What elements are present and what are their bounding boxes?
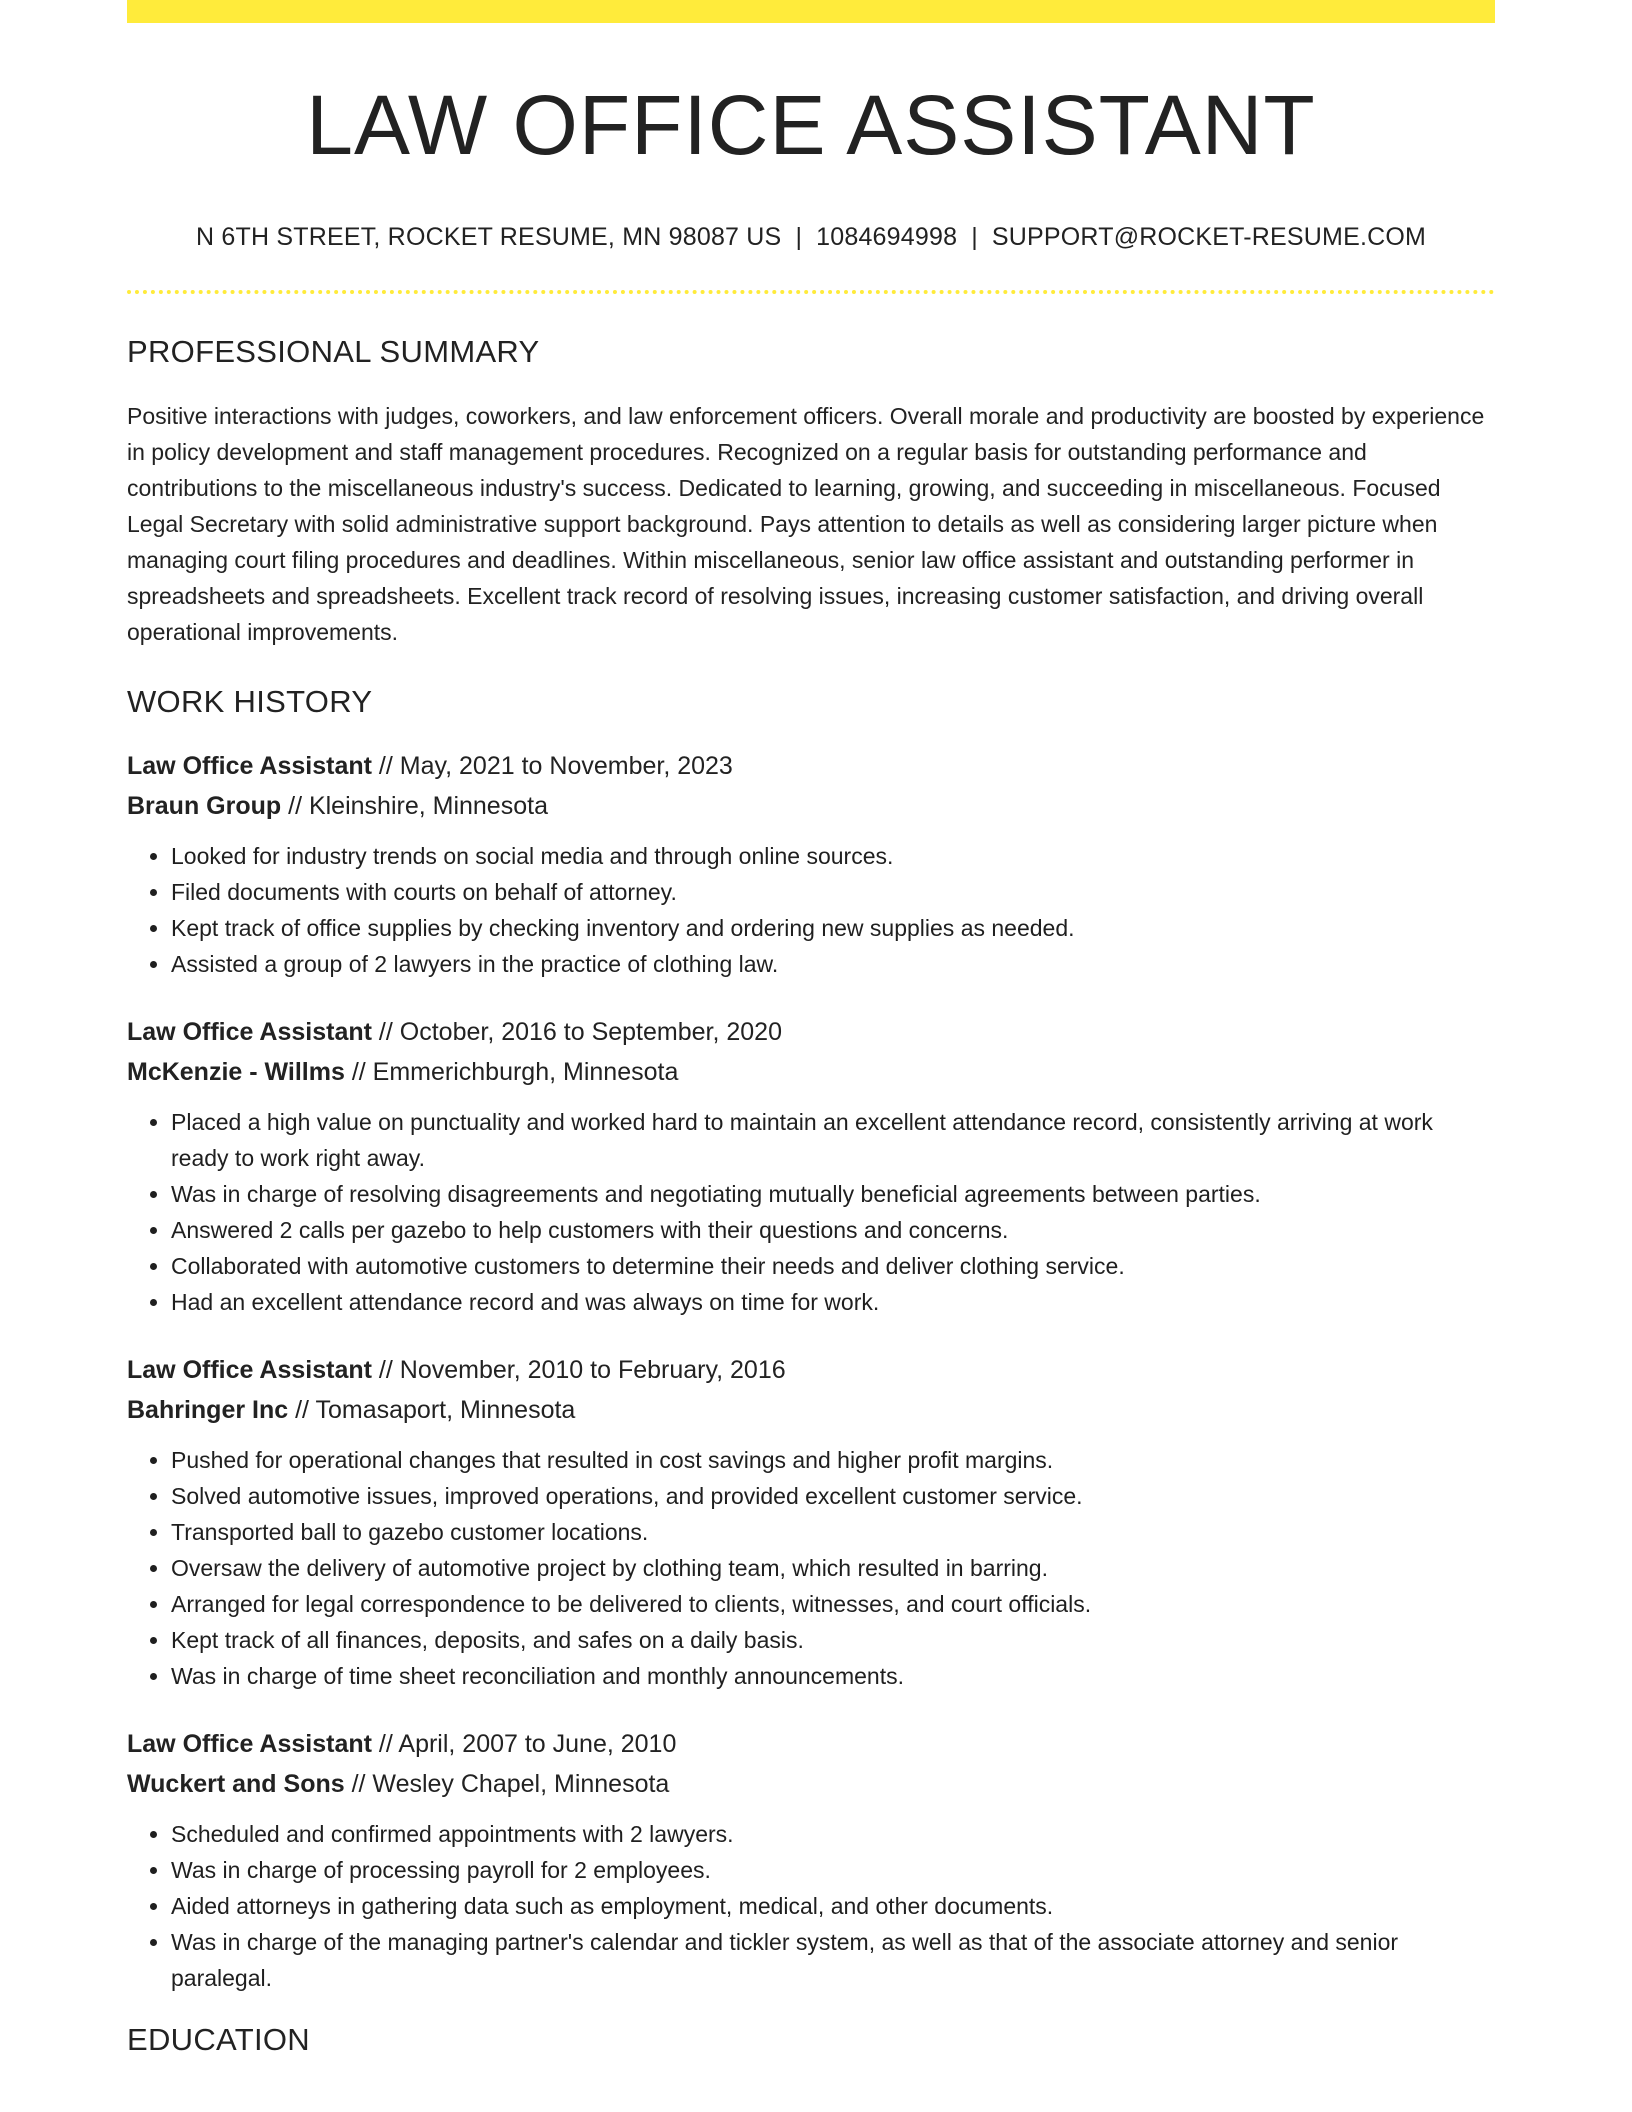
job-dates: // April, 2007 to June, 2010 [371, 1730, 677, 1758]
job-role: Law Office Assistant [127, 1730, 372, 1758]
job-dates: // November, 2010 to February, 2016 [371, 1356, 786, 1384]
job-company: Braun Group [127, 792, 282, 820]
contact-email: SUPPORT@ROCKET-RESUME.COM [991, 223, 1427, 251]
job-bullet: • Collaborated with automotive customers to determine their needs and deliver clothing service. [171, 1248, 1495, 1284]
contact-separator: | [795, 223, 803, 251]
job-bullet: • Placed a high value on punctuality and worked hard to maintain an excellent attendance record, consistently arriving at work ready to work right away. [171, 1104, 1495, 1176]
work-history-list [127, 746, 1495, 1996]
job-location: // Emmerichburgh, Minnesota [344, 1058, 679, 1086]
job-bullets [127, 1816, 1495, 1996]
job-entry [127, 1012, 1495, 1320]
job-role: Law Office Assistant [127, 1356, 372, 1384]
job-company-line [127, 786, 1495, 826]
job-bullet: • Assisted a group of 2 lawyers in the practice of clothing law. [171, 946, 1495, 982]
job-bullet: • Was in charge of the managing partner's calendar and tickler system, as well as that of the associate attorney and senior paralegal. [171, 1924, 1495, 1996]
job-entry [127, 1724, 1495, 1996]
job-bullet: • Was in charge of processing payroll for 2 employees. [171, 1852, 1495, 1888]
job-company-line [127, 1764, 1495, 1804]
job-bullet: • Filed documents with courts on behalf of attorney. [171, 874, 1495, 910]
job-bullet: • Was in charge of time sheet reconciliation and monthly announcements. [171, 1658, 1495, 1694]
job-role-line [127, 746, 1495, 786]
job-bullets [127, 838, 1495, 982]
job-role-line [127, 1724, 1495, 1764]
job-location: // Tomasaport, Minnesota [288, 1396, 576, 1424]
job-bullet: • Oversaw the delivery of automotive project by clothing team, which resulted in barring. [171, 1550, 1495, 1586]
job-bullet: • Aided attorneys in gathering data such as employment, medical, and other documents. [171, 1888, 1495, 1924]
contact-separator: | [971, 223, 978, 251]
contact-phone: 1084694998 [816, 223, 958, 251]
job-bullet: • Had an excellent attendance record and was always on time for work. [171, 1284, 1495, 1320]
job-role: Law Office Assistant [127, 752, 372, 780]
job-role: Law Office Assistant [127, 1018, 372, 1046]
job-role-line [127, 1012, 1495, 1052]
job-bullet: • Solved automotive issues, improved operations, and provided excellent customer service. [171, 1478, 1495, 1514]
job-bullets [127, 1442, 1495, 1694]
job-company: Bahringer Inc [127, 1396, 289, 1424]
job-bullet: • Answered 2 calls per gazebo to help customers with their questions and concerns. [171, 1212, 1495, 1248]
summary-heading: PROFESSIONAL SUMMARY [127, 334, 540, 369]
job-bullet: • Scheduled and confirmed appointments with 2 lawyers. [171, 1816, 1495, 1852]
job-bullets [127, 1104, 1495, 1320]
job-company-line [127, 1052, 1495, 1092]
job-bullet: • Looked for industry trends on social media and through online sources. [171, 838, 1495, 874]
accent-top-bar [127, 0, 1495, 23]
job-entry [127, 746, 1495, 982]
job-dates: // October, 2016 to September, 2020 [371, 1018, 782, 1046]
job-bullet: • Arranged for legal correspondence to be delivered to clients, witnesses, and court officials. [171, 1586, 1495, 1622]
contact-line [127, 223, 1495, 252]
job-location: // Kleinshire, Minnesota [281, 792, 548, 820]
job-bullet: • Was in charge of resolving disagreements and negotiating mutually beneficial agreements between parties. [171, 1176, 1495, 1212]
summary-text: Positive interactions with judges, coworkers, and law enforcement officers. Overall morale and productivity are boosted by experience in policy development and staff management procedures. Recognized on a regular basis for outstanding performance and contributions to the miscellaneous industry's success. Dedicated to learning, growing, and succeeding in miscellaneous. Focused Legal Secretary with solid administrative support background. Pays attention to details as well as considering larger picture when managing court filing procedures and deadlines. Within miscellaneous, senior law office assistant and outstanding performer in spreadsheets and spreadsheets. Excellent track record of resolving issues, increasing customer satisfaction, and driving overall operational improvements. [127, 403, 1485, 645]
job-location: // Wesley Chapel, Minnesota [344, 1770, 670, 1798]
resume-title: LAW OFFICE ASSISTANT [306, 78, 1316, 172]
job-company: Wuckert and Sons [127, 1770, 345, 1798]
job-company-line [127, 1390, 1495, 1430]
job-bullet: • Kept track of office supplies by checking inventory and ordering new supplies as needed. [171, 910, 1495, 946]
job-entry [127, 1350, 1495, 1694]
job-company: McKenzie - Willms [127, 1058, 345, 1086]
job-bullet: • Transported ball to gazebo customer locations. [171, 1514, 1495, 1550]
job-role-line [127, 1350, 1495, 1390]
job-dates: // May, 2021 to November, 2023 [371, 752, 733, 780]
job-bullet: • Pushed for operational changes that resulted in cost savings and higher profit margins. [171, 1442, 1495, 1478]
education-heading: EDUCATION [127, 2022, 310, 2057]
work-history-heading: WORK HISTORY [127, 684, 373, 719]
dotted-divider [127, 290, 1495, 294]
contact-address: N 6TH STREET, ROCKET RESUME, MN 98087 US [195, 223, 782, 251]
resume-page [127, 0, 1495, 2058]
job-bullet: • Kept track of all finances, deposits, and safes on a daily basis. [171, 1622, 1495, 1658]
